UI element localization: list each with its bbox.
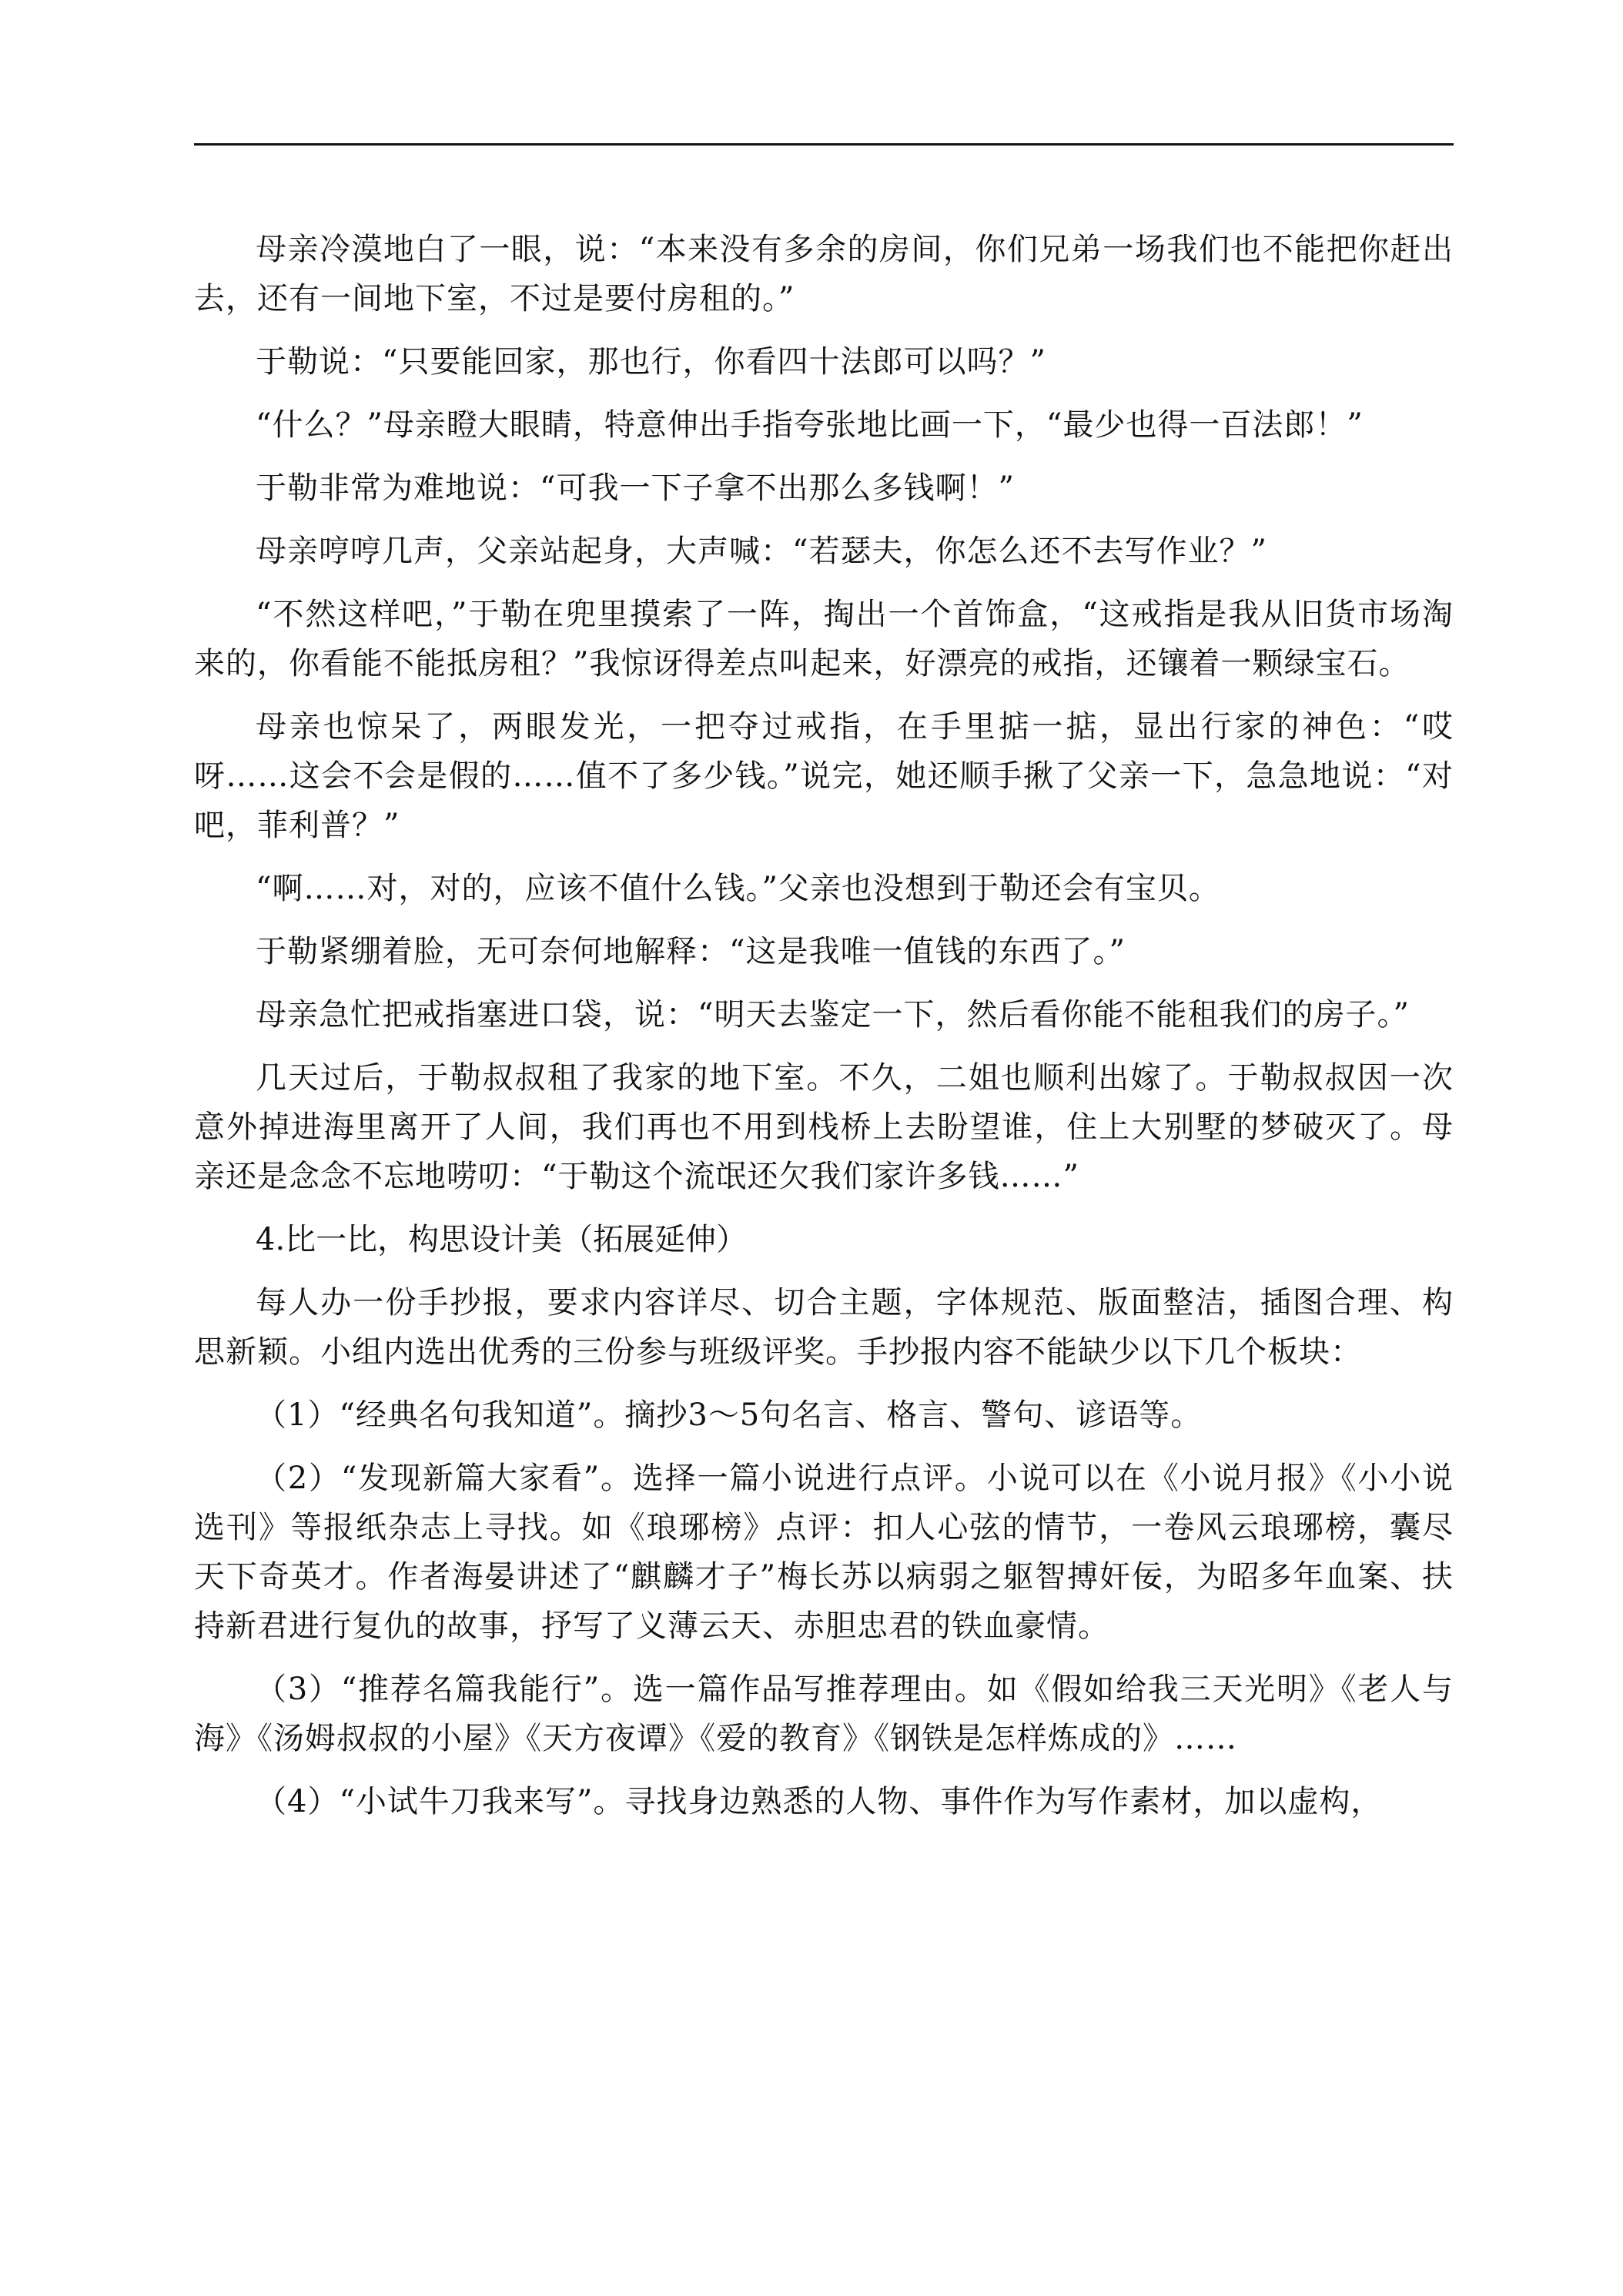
paragraph-8: “啊……对，对的，应该不值什么钱。”父亲也没想到于勒还会有宝贝。 [256, 871, 1220, 906]
paragraph-9: 于勒紧绷着脸，无可奈何地解释：“这是我唯一值钱的东西了。” [256, 934, 1126, 969]
document-body [194, 225, 1454, 1826]
section-item-1: （1）“经典名句我知道”。摘抄3～5句名言、格言、警句、谚语等。 [256, 1397, 1203, 1433]
paragraph-7: 母亲也惊呆了，两眼发光，一把夺过戒指，在手里掂一掂，显出行家的神色：“哎呀……这会不会是假的……值不了多少钱。”说完，她还顺手揪了父亲一下，急急地说：“对吧，菲利普？” [194, 709, 1454, 843]
section-item-2: （2）“发现新篇大家看”。选择一篇小说进行点评。小说可以在《小说月报》《小小说选刊》等报纸杂志上寻找。如《琅琊榜》点评：扣人心弦的情节，一卷风云琅琊榜，囊尽天下奇英才。作者海晏讲述了“麒麟才子”梅长苏以病弱之躯智搏奸佞，为昭多年血案、扶持新君进行复仇的故事，抒写了义薄云天、赤胆忠君的铁血豪情。 [194, 1461, 1454, 1644]
section-item-3: （3）“推荐名篇我能行”。选一篇作品写推荐理由。如《假如给我三天光明》《老人与海》《汤姆叔叔的小屋》《天方夜谭》《爱的教育》《钢铁是怎样炼成的》…… [194, 1672, 1454, 1756]
paragraph-5: 母亲哼哼几声，父亲站起身，大声喊：“若瑟夫，你怎么还不去写作业？” [256, 534, 1267, 569]
section-heading: 4.比一比，构思设计美（拓展延伸） [256, 1222, 748, 1257]
paragraph-2: 于勒说：“只要能回家，那也行，你看四十法郎可以吗？” [256, 344, 1046, 380]
section-intro: 每人办一份手抄报，要求内容详尽、切合主题，字体规范、版面整洁，插图合理、构思新颖。小组内选出优秀的三份参与班级评奖。手抄报内容不能缺少以下几个板块： [194, 1285, 1454, 1370]
header-rule [194, 143, 1454, 146]
paragraph-6: “不然这样吧，”于勒在兜里摸索了一阵，掏出一个首饰盒，“这戒指是我从旧货市场淘来的，你看能不能抵房租？”我惊讶得差点叫起来，好漂亮的戒指，还镶着一颗绿宝石。 [194, 597, 1454, 681]
section-item-4: （4）“小试牛刀我来写”。寻找身边熟悉的人物、事件作为写作素材，加以虚构， [256, 1784, 1383, 1819]
paragraph-11: 几天过后，于勒叔叔租了我家的地下室。不久，二姐也顺利出嫁了。于勒叔叔因一次意外掉进海里离开了人间，我们再也不用到栈桥上去盼望谁，住上大别墅的梦破灭了。母亲还是念念不忘地唠叨：“于勒这个流氓还欠我们家许多钱……” [194, 1060, 1454, 1194]
paragraph-10: 母亲急忙把戒指塞进口袋，说：“明天去鉴定一下，然后看你能不能租我们的房子。” [256, 997, 1410, 1033]
paragraph-3: “什么？”母亲瞪大眼睛，特意伸出手指夸张地比画一下，“最少也得一百法郎！” [256, 407, 1364, 443]
paragraph-4: 于勒非常为难地说：“可我一下子拿不出那么多钱啊！” [256, 470, 1015, 506]
paragraph-1: 母亲冷漠地白了一眼，说：“本来没有多余的房间，你们兄弟一场我们也不能把你赶出去，还有一间地下室，不过是要付房租的。” [194, 232, 1454, 316]
